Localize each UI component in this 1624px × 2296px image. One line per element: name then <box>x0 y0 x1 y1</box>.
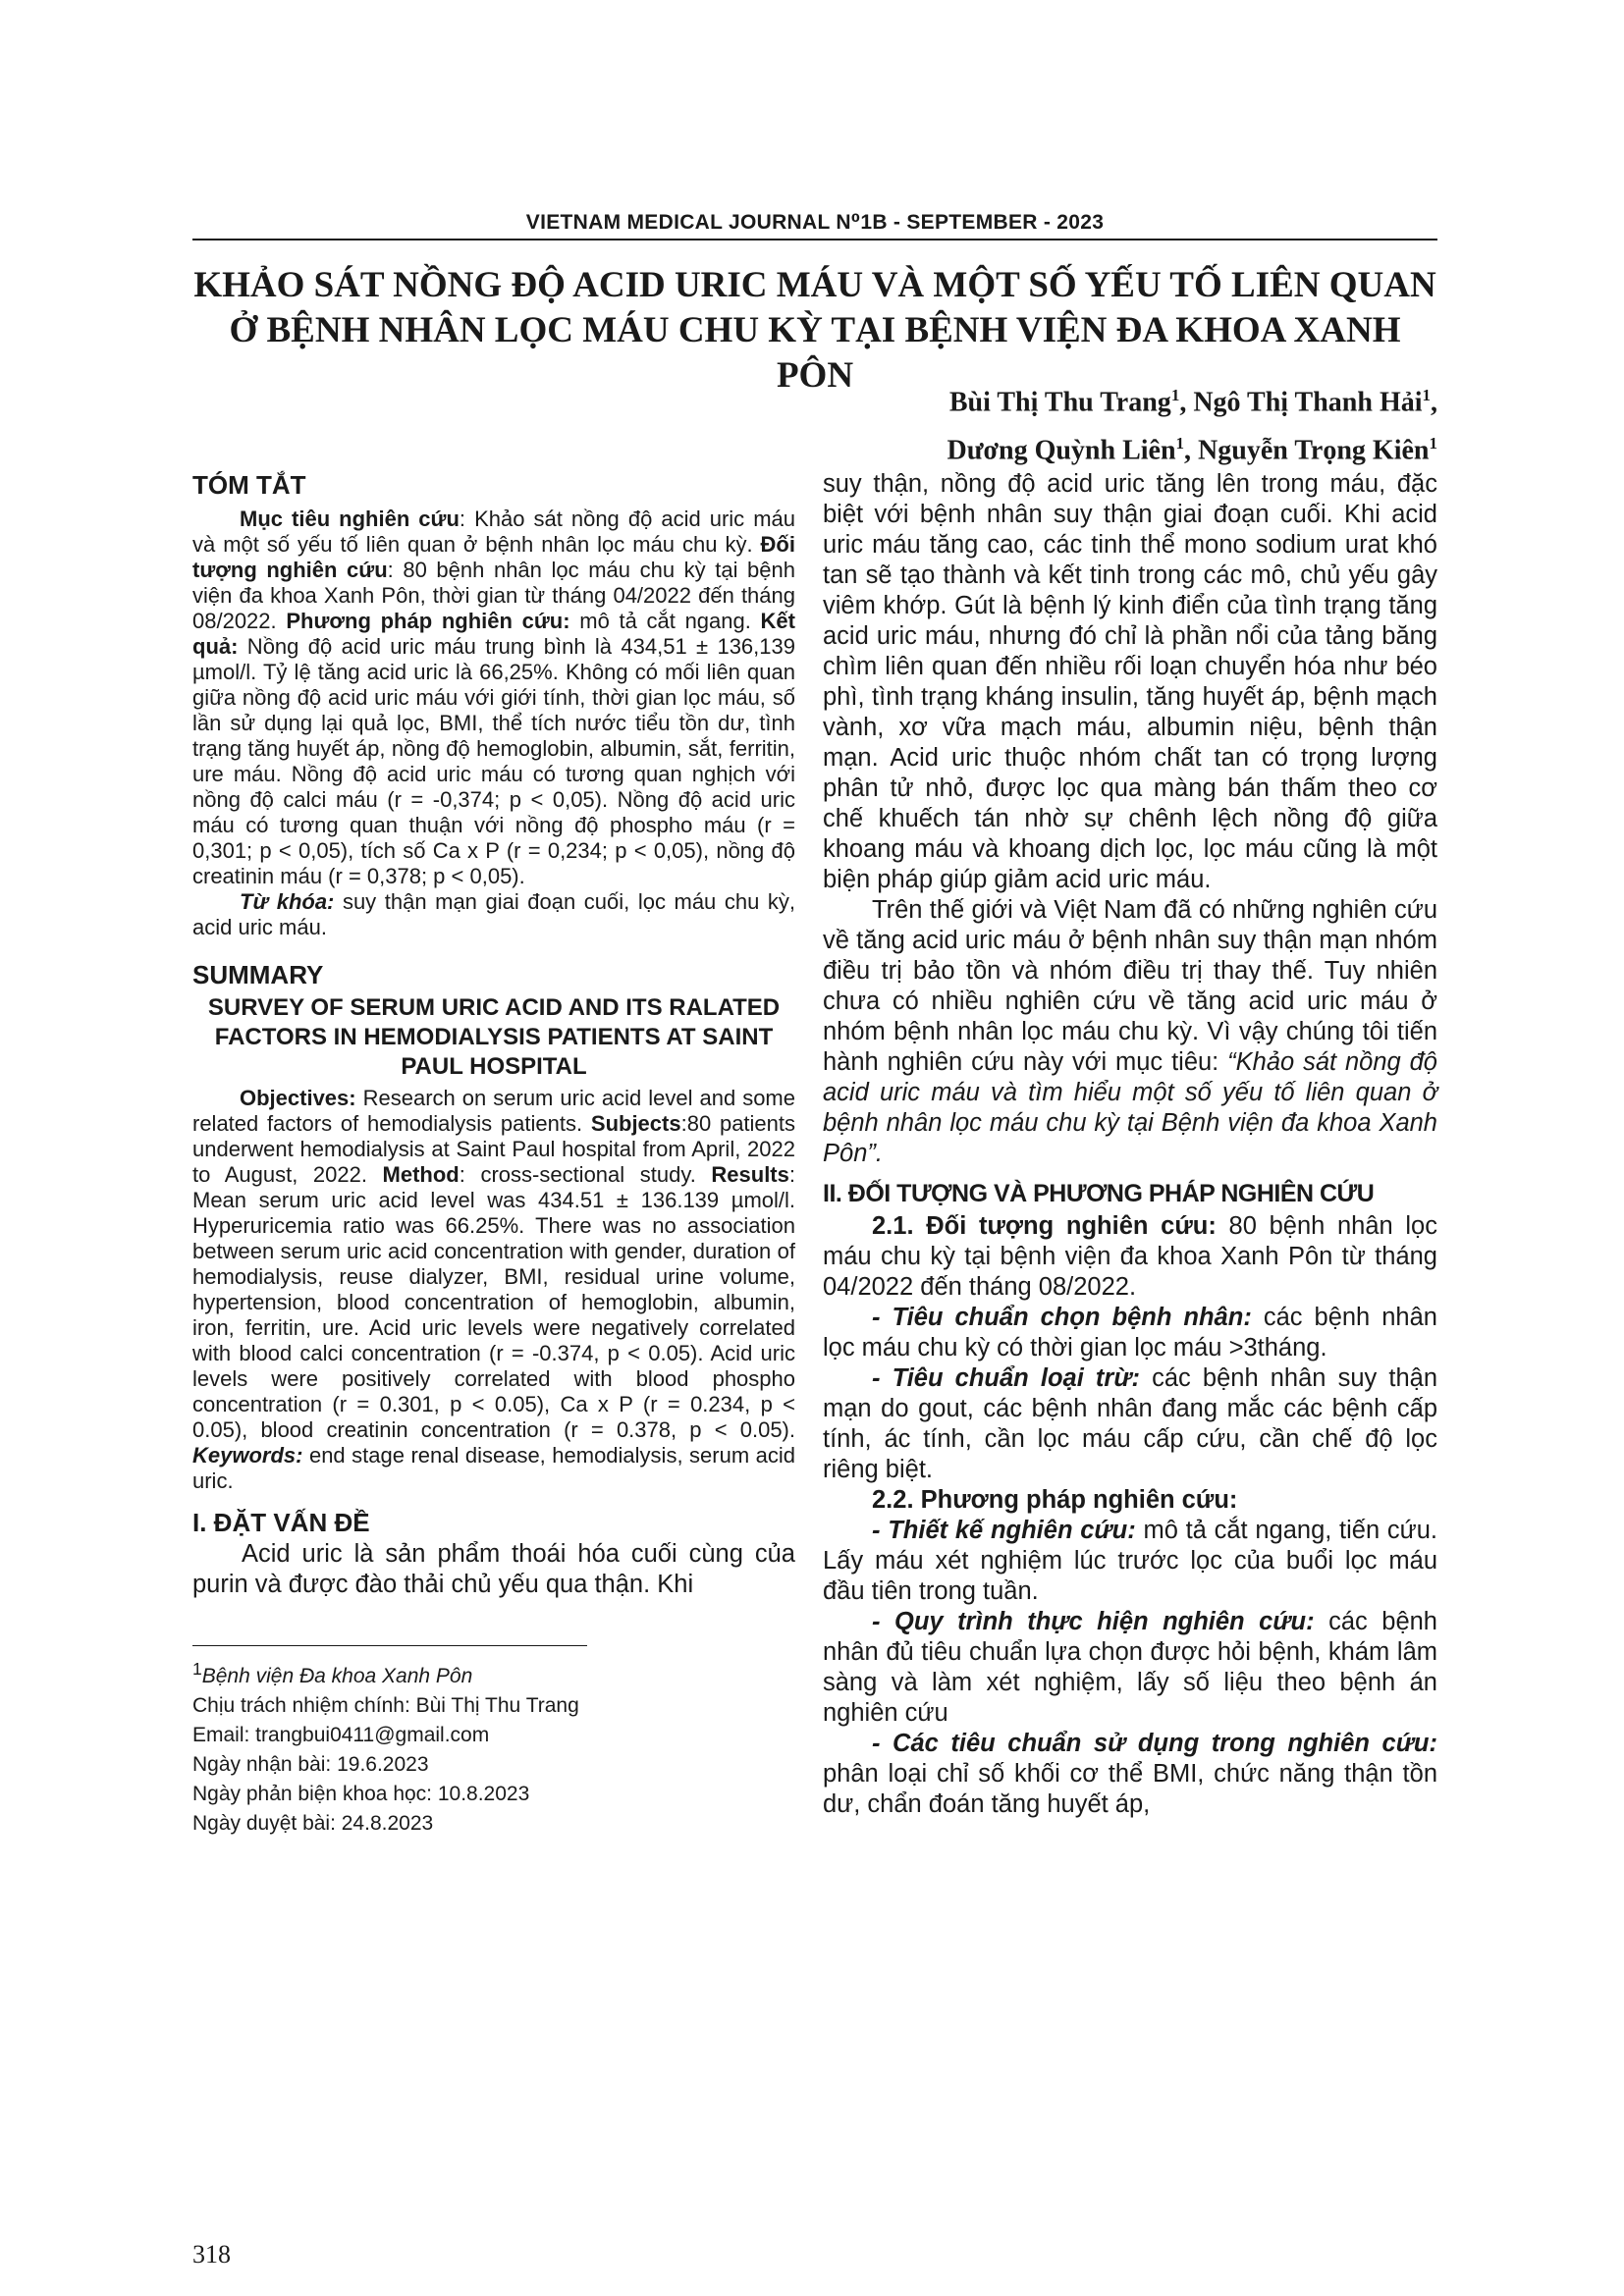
objective-text: : Khảo sát nồng độ acid uric máu và một số yếu tố liên quan ở bệnh nhân lọc máu chu kỳ. <box>192 507 795 557</box>
footnote-received: Ngày nhận bài: 19.6.2023 <box>192 1753 429 1776</box>
subjects-en-label: Subjects <box>590 1111 681 1136</box>
title-line-1: KHẢO SÁT NỒNG ĐỘ ACID URIC MÁU VÀ MỘT SỐ YẾU TỐ LIÊN QUAN <box>193 265 1436 305</box>
section-2-1-text: 80 bệnh nhân lọc máu chu kỳ tại bệnh viện đa khoa Xanh Pôn từ tháng 04/2022 đến tháng 08/2022. <box>823 1212 1437 1301</box>
exclusion-label: - Tiêu chuẩn loại trừ: <box>872 1364 1141 1392</box>
summary-heading: SUMMARY <box>192 960 324 989</box>
section-2-1-label: 2.1. Đối tượng nghiên cứu: <box>872 1212 1217 1240</box>
results-label: Kết quả: <box>192 609 795 659</box>
study-objective: “Khảo sát nồng độ acid uric máu và tìm hiểu một số yếu tố liên quan ở bệnh nhân lọc máu chu kỳ tại Bệnh viện đa khoa Xanh Pôn”. <box>823 1048 1437 1167</box>
criteria-text: phân loại chỉ số khối cơ thể BMI, chức năng thận tồn dư, chẩn đoán tăng huyết áp, <box>823 1760 1437 1818</box>
author-list: Bùi Thị Thu Trang$^1$, Ngô Thị Thanh Hải$^1$, Dương Quỳnh Liên$^1$, Nguyễn Trọng Kiên$^1$ <box>947 386 1437 466</box>
intro-paragraph-2 <box>823 895 1437 1169</box>
intro-paragraph: Acid uric là sản phẩm thoái hóa cuối cùng của purin và được đào thải chủ yếu qua thận. Khi <box>192 1540 795 1598</box>
inclusion-label: - Tiêu chuẩn chọn bệnh nhân: <box>872 1304 1252 1331</box>
abstract-vi-body <box>192 507 795 889</box>
keywords-vi <box>192 889 795 940</box>
inclusion-text: các bệnh nhân lọc máu chu kỳ có thời gian lọc máu >3tháng. <box>823 1304 1437 1362</box>
exclusion-text: các bệnh nhân suy thận mạn do gout, các bệnh nhân đang mắc các bệnh cấp tính, ác tính, cần lọc máu cấp cứu, cần chế độ lọc riêng biệt. <box>823 1364 1438 1483</box>
subjects-label: Đối tượng nghiên cứu <box>192 532 795 582</box>
method-en-label: Method <box>382 1162 460 1187</box>
affiliation-mark: 1 <box>1429 434 1437 454</box>
footnote-reviewed: Ngày phản biện khoa học: 10.8.2023 <box>192 1783 530 1805</box>
keywords-en-text: end stage renal disease, hemodialysis, serum acid uric. <box>192 1443 795 1493</box>
section-2-1 <box>823 1211 1437 1303</box>
inclusion-criteria <box>823 1303 1437 1363</box>
objectives-label: Objectives: <box>240 1086 356 1110</box>
author-name: Nguyễn Trọng Kiên <box>1198 435 1430 466</box>
footnote-email: Email: trangbui0411@gmail.com <box>192 1724 490 1746</box>
footnote-rule <box>192 1645 587 1646</box>
method-label: Phương pháp nghiên cứu: <box>286 609 570 633</box>
procedure-label: - Quy trình thực hiện nghiên cứu: <box>872 1608 1315 1635</box>
exclusion-criteria <box>823 1363 1437 1485</box>
keywords-en-label: Keywords: <box>192 1443 303 1468</box>
author-name: Dương Quỳnh Liên <box>947 435 1176 466</box>
footnote-mark: 1 <box>192 1659 202 1679</box>
summary-body <box>192 1086 795 1494</box>
footnote-affiliation-text: Bệnh viện Đa khoa Xanh Pôn <box>201 1665 473 1687</box>
summary-title: SURVEY OF SERUM URIC ACID AND ITS RALATED FACTORS IN HEMODIALYSIS PATIENTS AT SAINT PAUL HOSPITAL <box>207 994 781 1080</box>
objective-label: Mục tiêu nghiên cứu <box>240 507 460 531</box>
results-en-text: : Mean serum uric acid level was 434.51 ± 136.139 µmol/l. Hyperuricemia ratio was 66.25%. There was no association between serum uric acid concentration with gender, duration of hemodialysis, reuse dialyzer, BMI, residual urine volume, hypertension, blood concentration of hemoglobin, albumin, iron, ferritin, ure. Acid uric levels were negatively correlated with blood calci concentration (r = -0.374, p < 0.05). Acid uric levels were positively correlated with blood phospho concentration (r = 0.301, p < 0.05), Ca x P (r = 0.234, p < 0.05), blood creatinin concentration (r = 0.378, p < 0.05). <box>192 1162 795 1442</box>
study-design <box>823 1516 1437 1607</box>
intro-heading: I. ĐẶT VẤN ĐỀ <box>192 1508 370 1537</box>
left-column <box>192 469 795 1839</box>
subjects-en-text: :80 patients underwent hemodialysis at Saint Paul hospital from April, 2022 to August, 2022. <box>192 1111 796 1187</box>
procedure-text: các bệnh nhân đủ tiêu chuẩn lựa chọn được hỏi bệnh, khám lâm sàng và làm xét nghiệm, lấy số liệu theo bệnh án nghiên cứu <box>823 1608 1437 1727</box>
right-column <box>823 469 1437 1820</box>
author-separator: , <box>1179 387 1194 418</box>
footnote-affiliation <box>192 1654 795 1691</box>
design-label: - Thiết kế nghiên cứu: <box>872 1517 1136 1544</box>
intro-paragraph-continued: suy thận, nồng độ acid uric tăng lên trong máu, đặc biệt với bệnh nhân suy thận giai đoạn cuối. Khi acid uric máu tăng cao, các tinh thể mono sodium urat khó tan sẽ tạo thành và kết tinh trong các mô, chủ yếu gây viêm khớp. Gút là bệnh lý kinh điển của tình trạng tăng acid uric máu, nhưng đó chỉ là phần nổi của tảng băng chìm liên quan đến nhiều rối loạn chuyển hóa như béo phì, tình trạng kháng insulin, tăng huyết áp, bệnh mạch vành, xơ vữa mạch máu, albumin niệu, bệnh thận mạn. Acid uric thuộc nhóm chất tan có trọng lượng phân tử nhỏ, được lọc qua màng bán thấm theo cơ chế khuếch tán nhờ sự chênh lệch nồng độ giữa khoang máu và khoang dịch lọc, lọc máu cũng là một biện pháp giúp giảm acid uric máu. <box>823 470 1437 893</box>
section-2-2-label: 2.2. Phương pháp nghiên cứu: <box>872 1486 1238 1514</box>
author-name: Bùi Thị Thu Trang <box>948 387 1171 418</box>
abstract-vi-heading: TÓM TẮT <box>192 470 306 500</box>
title-line-2: Ở BỆNH NHÂN LỌC MÁU CHU KỲ TẠI BỆNH VIỆN ĐA KHOA XANH PÔN <box>229 310 1401 396</box>
author-separator: , <box>1184 435 1199 466</box>
criteria-label: - Các tiêu chuẩn sử dụng trong nghiên cứu: <box>872 1730 1437 1757</box>
section-2-2 <box>823 1485 1437 1516</box>
methods-heading: II. ĐỐI TƯỢNG VÀ PHƯƠNG PHÁP NGHIÊN CỨU <box>823 1180 1375 1207</box>
objectives-text: Research on serum uric acid level and some related factors of hemodialysis patients. <box>192 1086 795 1136</box>
footnote-corresponding: Chịu trách nhiệm chính: Bùi Thị Thu Trang <box>192 1694 579 1717</box>
keywords-vi-text: suy thận mạn giai đoạn cuối, lọc máu chu kỳ, acid uric máu. <box>192 889 795 939</box>
method-en-text: : cross-sectional study. <box>459 1162 712 1187</box>
affiliation-mark: 1 <box>1175 434 1185 454</box>
header-rule <box>192 239 1437 240</box>
affiliation-mark: 1 <box>1422 386 1431 404</box>
results-en-label: Results <box>711 1162 789 1187</box>
page-number: 318 <box>192 2240 231 2269</box>
design-text: mô tả cắt ngang, tiến cứu. Lấy máu xét nghiệm lúc trước lọc của buổi lọc máu đầu tiên trong tuần. <box>823 1517 1437 1605</box>
affiliation-mark: 1 <box>1170 386 1180 404</box>
subjects-text: : 80 bệnh nhân lọc máu chu kỳ tại bệnh viện đa khoa Xanh Pôn, thời gian từ tháng 04/2022 đến tháng 08/2022. <box>192 558 795 633</box>
journal-header: VIETNAM MEDICAL JOURNAL N⁰1B - SEPTEMBER - 2023 <box>525 211 1105 234</box>
author-name: Ngô Thị Thanh Hải <box>1193 387 1423 418</box>
results-text: Nồng độ acid uric máu trung bình là 434,51 ± 136,139 µmol/l. Tỷ lệ tăng acid uric là 66,25%. Không có mối liên quan giữa nồng độ acid uric máu với giới tính, thời gian lọc máu, số lần sử dụng lại quả lọc, BMI, thể tích nước tiểu tồn dư, tình trạng tăng huyết áp, nồng độ hemoglobin, albumin, sắt, ferritin, ure máu. Nồng độ acid uric máu có tương quan nghịch với nồng độ calci máu (r = -0,374; p < 0,05). Nồng độ acid uric máu có tương quan thuận với nồng độ phospho máu (r = 0,301; p < 0,05), tích số Ca x P (r = 0,234; p < 0,05), nồng độ creatinin máu (r = 0,378; p < 0,05). <box>192 634 795 888</box>
method-text: mô tả cắt ngang. <box>569 609 761 633</box>
keywords-vi-label: Từ khóa: <box>240 889 335 914</box>
intro-p2-text: Trên thế giới và Việt Nam đã có những nghiên cứu về tăng acid uric máu ở bệnh nhân suy thận mạn nhóm điều trị bảo tồn và nhóm điều trị thay thế. Tuy nhiên chưa có nhiều nghiên cứu về tăng acid uric máu ở nhóm bệnh nhân lọc máu chu kỳ. Vì vậy chúng tôi tiến hành nghiên cứu này với mục tiêu: <box>823 896 1437 1076</box>
study-criteria <box>823 1729 1437 1820</box>
footnote-accepted: Ngày duyệt bài: 24.8.2023 <box>192 1812 434 1835</box>
study-procedure <box>823 1607 1437 1729</box>
